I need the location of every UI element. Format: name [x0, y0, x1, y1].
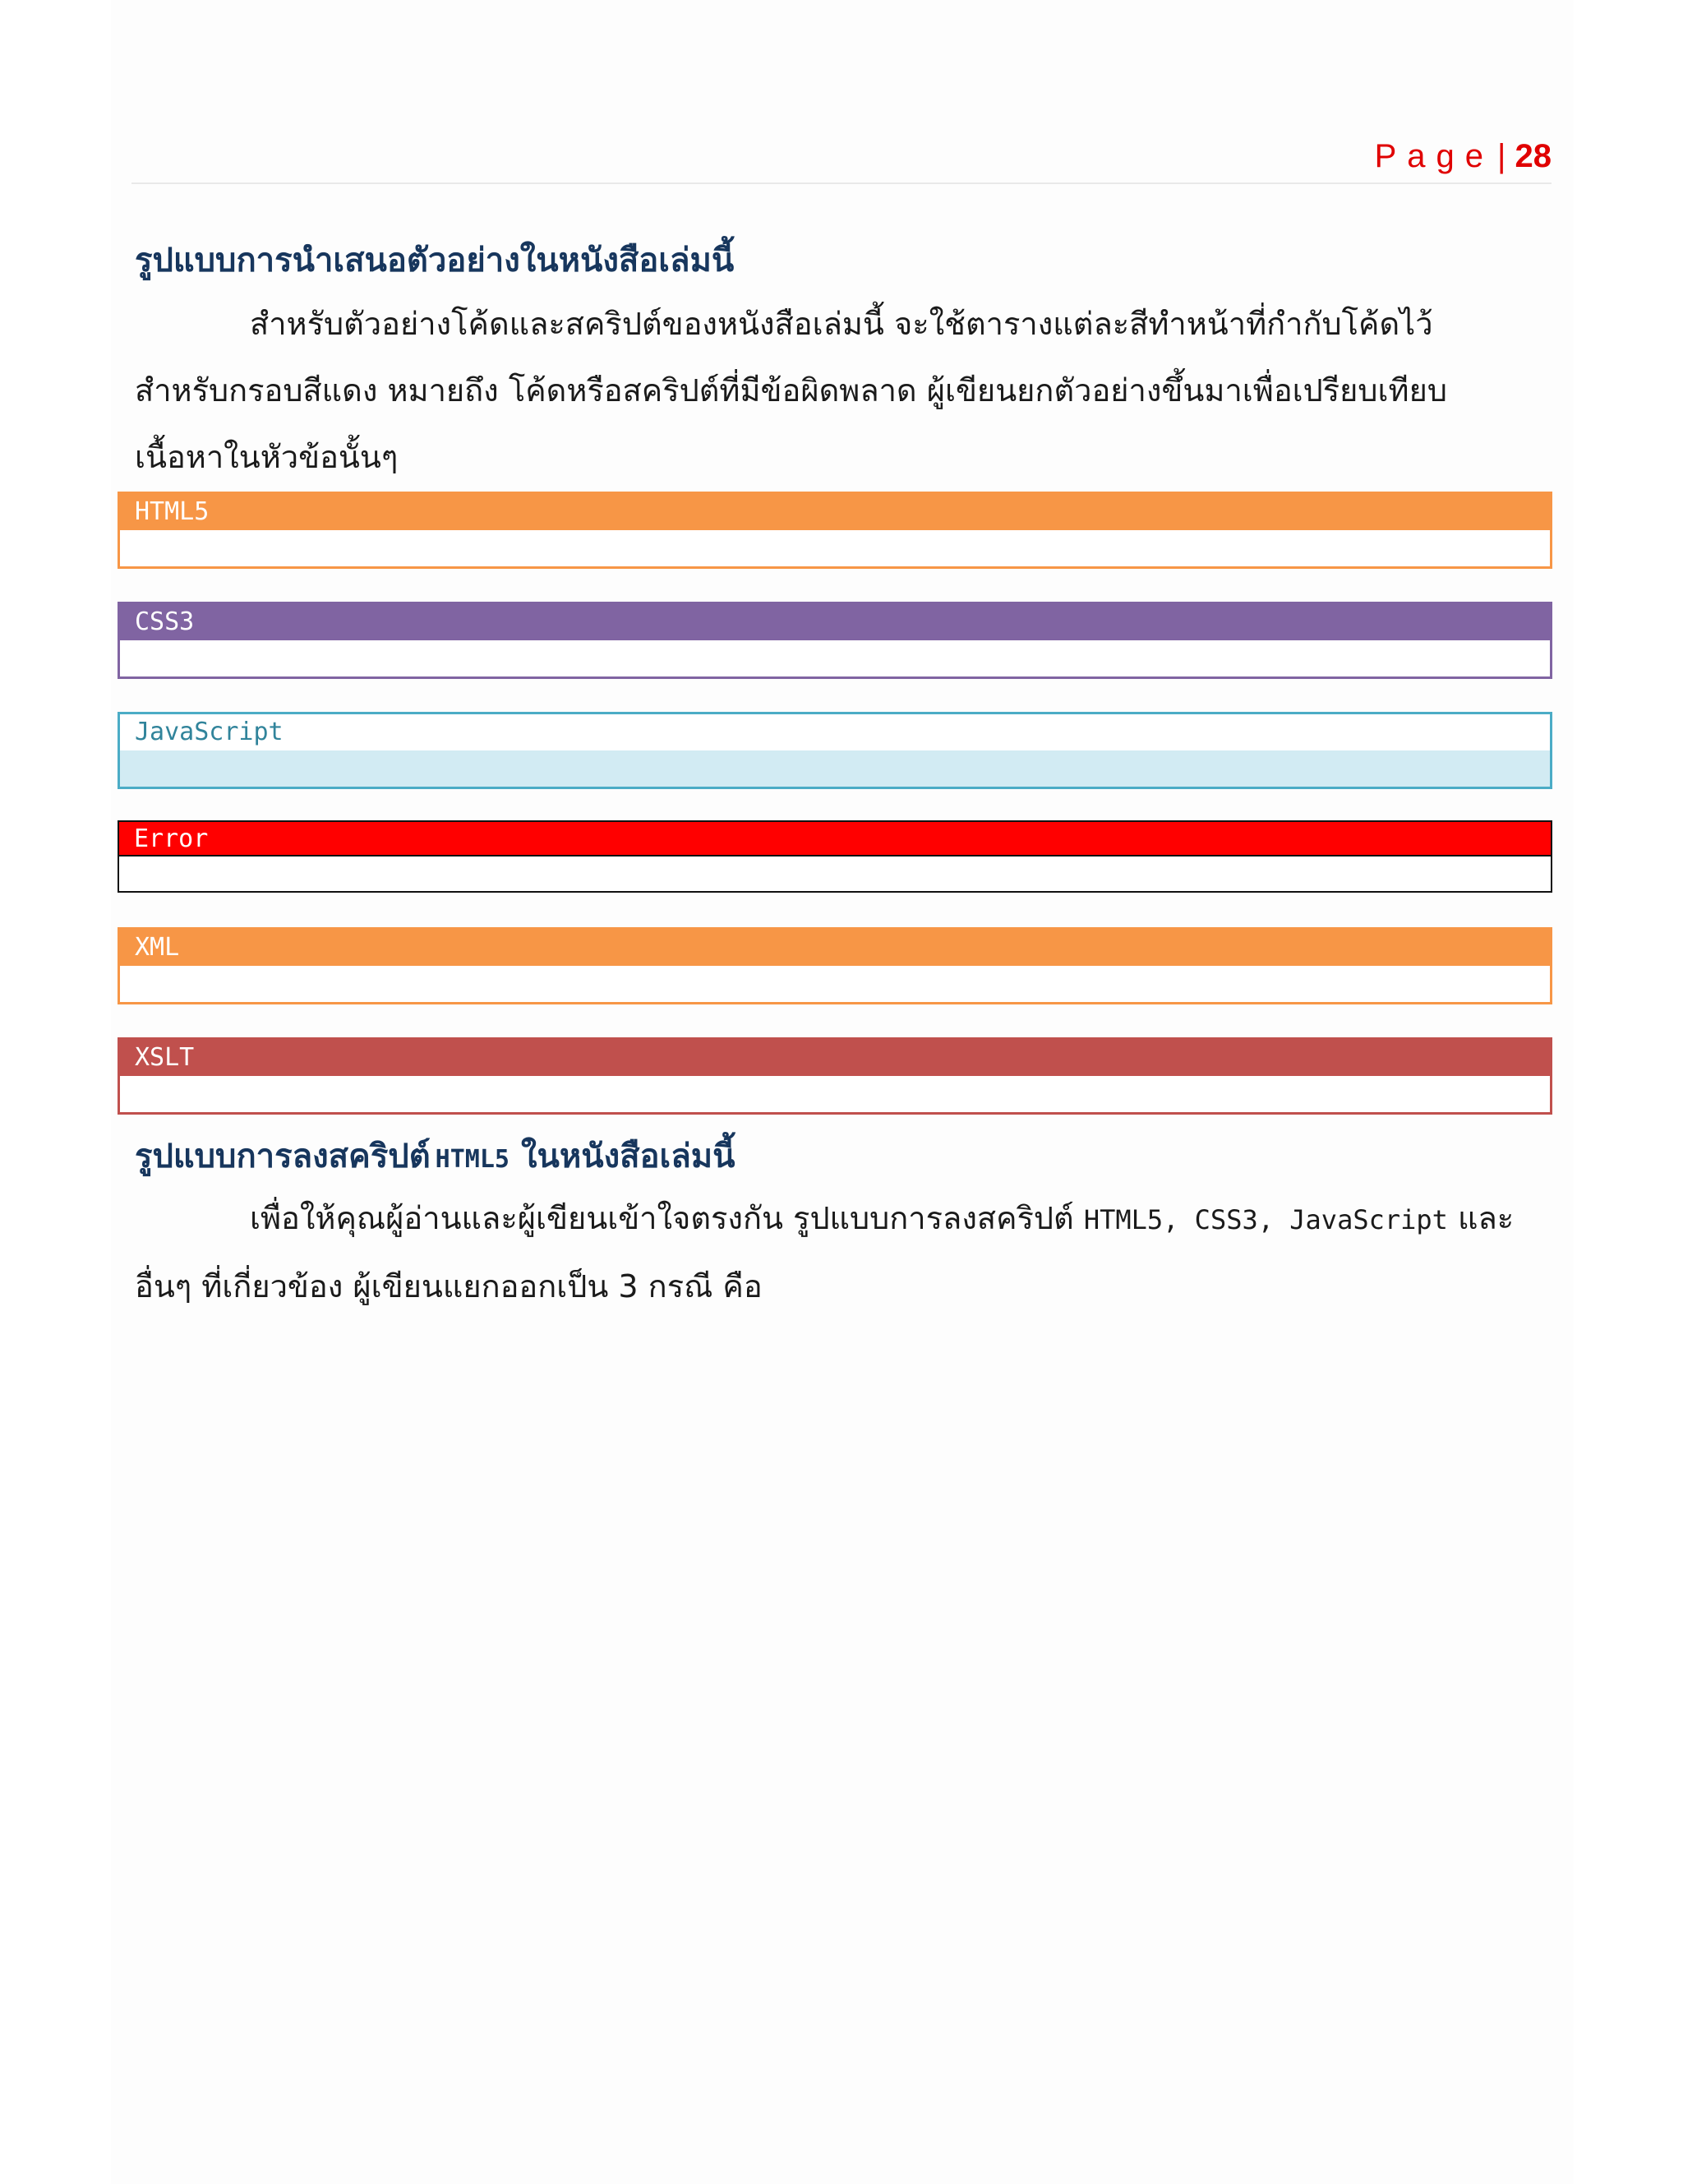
- code-box-xml-label: XML: [120, 930, 1550, 966]
- code-box-html5-body: [120, 530, 1550, 566]
- code-box-javascript: [118, 712, 1552, 789]
- code-box-javascript-label: JavaScript: [120, 714, 1550, 750]
- paragraph-text-part1: เพื่อให้คุณผู้อ่านและผู้เขียนเข้าใจตรงกัน รูปแบบการลงสคริปต์: [250, 1200, 1074, 1236]
- code-box-html5: [118, 492, 1552, 569]
- code-box-css3: [118, 602, 1552, 679]
- section-paragraph-script-format: [135, 1185, 1532, 1320]
- page-header: [131, 132, 1552, 184]
- heading-suffix: ในหนังสือเล่มนี้: [520, 1138, 735, 1175]
- paragraph-code: HTML5, CSS3, JavaScript: [1083, 1204, 1448, 1235]
- section-paragraph-presentation-format: [135, 291, 1532, 491]
- section-heading-presentation-format: รูปแบบการนำเสนอตัวอย่างในหนังสือเล่มนี้: [135, 242, 735, 279]
- heading-prefix: รูปแบบการลงสคริปต์: [135, 1138, 431, 1175]
- paragraph-text: สำหรับตัวอย่างโค้ดและสคริปต์ของหนังสือเล่มนี้ จะใช้ตารางแต่ละสีทำหน้าที่กำกับโค้ดไว้ สำหรับกรอบสีแดง หมายถึง โค้ดหรือสคริปต์ที่มีข้อผิดพลาด ผู้เขียนยกตัวอย่างขึ้นมาเพื่อเปรียบเทียบเนื้อหาในหัวข้อนั้นๆ: [135, 306, 1447, 475]
- heading-code: HTML5: [435, 1145, 510, 1174]
- code-box-xml-body: [120, 966, 1550, 1002]
- code-box-html5-label: HTML5: [120, 494, 1550, 530]
- page-number: [1375, 138, 1552, 175]
- code-box-xslt-label: XSLT: [120, 1040, 1550, 1076]
- page-separator: |: [1496, 138, 1506, 174]
- code-box-css3-label: CSS3: [120, 604, 1550, 640]
- code-box-error-label: Error: [119, 822, 1551, 857]
- code-box-javascript-body: [120, 750, 1550, 787]
- section-heading-script-format: [135, 1129, 735, 1182]
- page-label: Page: [1374, 138, 1494, 174]
- code-box-xml: [118, 927, 1552, 1004]
- code-box-css3-body: [120, 640, 1550, 676]
- code-box-xslt: [118, 1037, 1552, 1115]
- page-number-value: 28: [1515, 138, 1552, 174]
- code-box-error-body: [119, 857, 1551, 891]
- code-box-xslt-body: [120, 1076, 1550, 1112]
- code-box-error: [118, 820, 1552, 893]
- paragraph-text-part2: และอื่นๆ ที่เกี่ยวข้อง ผู้เขียนแยกออกเป็น 3 กรณี คือ: [135, 1200, 1515, 1304]
